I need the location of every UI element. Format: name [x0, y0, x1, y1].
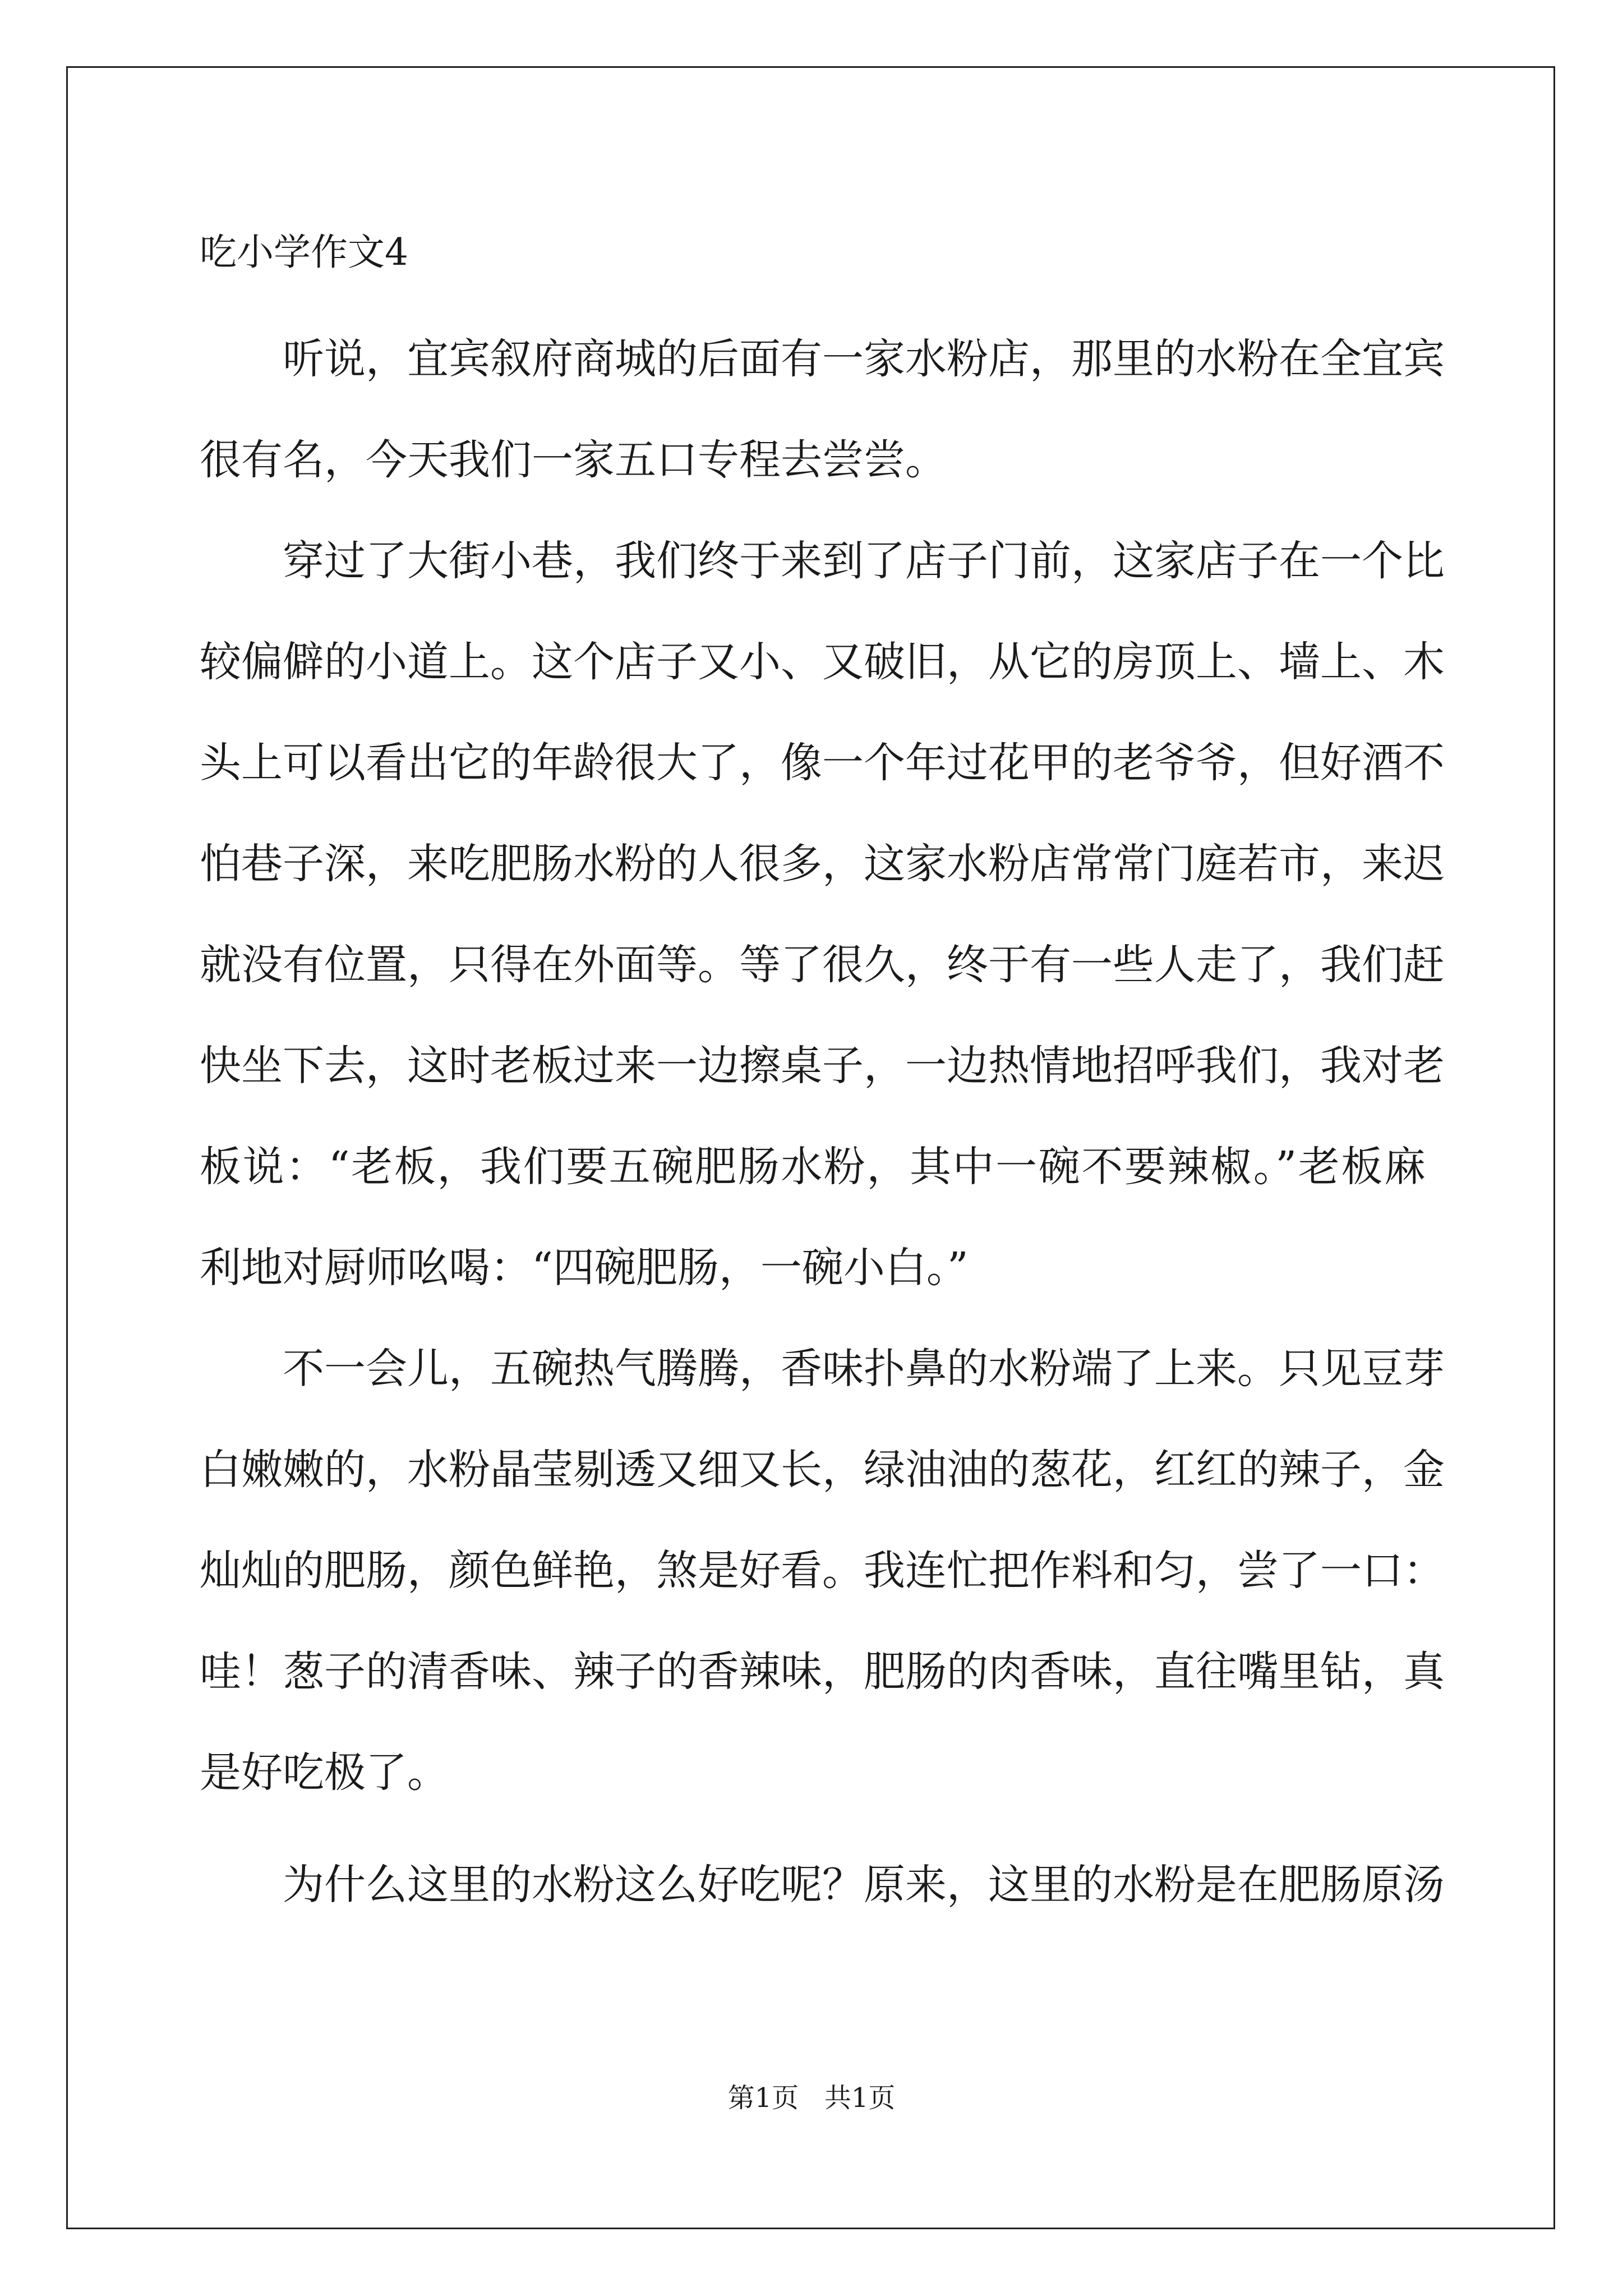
paragraph-line: 怕巷子深，来吃肥肠水粉的人很多，这家水粉店常常门庭若市，来迟	[200, 840, 1445, 888]
paragraph-line: 白嫩嫩的，水粉晶莹剔透又细又长，绿油油的葱花，红红的辣子，金	[200, 1446, 1445, 1494]
paragraph-line: 较偏僻的小道上。这个店子又小、又破旧，从它的房顶上、墙上、木	[200, 638, 1445, 686]
paragraph-line: 为什么这里的水粉这么好吃呢？原来，这里的水粉是在肥肠原汤	[283, 1861, 1445, 1909]
paragraph-line: 快坐下去，这时老板过来一边擦桌子，一边热情地招呼我们，我对老	[200, 1042, 1445, 1090]
paragraph-line: 就没有位置，只得在外面等。等了很久，终于有一些人走了，我们赶	[200, 941, 1445, 989]
paragraph-line: 哇！葱子的清香味、辣子的香辣味，肥肠的肉香味，直往嘴里钻，真	[200, 1648, 1445, 1696]
paragraph-line: 不一会儿，五碗热气腾腾，香味扑鼻的水粉端了上来。只见豆芽	[283, 1345, 1445, 1393]
page-number-footer: 第1页 共1页	[727, 2082, 896, 2114]
paragraph-line: 很有名，今天我们一家五口专程去尝尝。	[200, 436, 947, 484]
paragraph-line: 灿灿的肥肠，颜色鲜艳，煞是好看。我连忙把作料和匀，尝了一口：	[200, 1547, 1445, 1595]
paragraph-line: 板说：“老板，我们要五碗肥肠水粉，其中一碗不要辣椒。”老板麻	[200, 1143, 1426, 1191]
paragraph-line: 听说，宜宾叙府商城的后面有一家水粉店，那里的水粉在全宜宾	[283, 335, 1445, 383]
document-title: 吃小学作文4	[200, 231, 408, 274]
paragraph-line: 穿过了大街小巷，我们终于来到了店子门前，这家店子在一个比	[283, 537, 1445, 585]
paragraph-line: 利地对厨师吆喝：“四碗肥肠，一碗小白。”	[200, 1244, 969, 1292]
paragraph-line: 是好吃极了。	[200, 1749, 449, 1797]
paragraph-line: 头上可以看出它的年龄很大了，像一个年过花甲的老爷爷，但好酒不	[200, 739, 1445, 787]
